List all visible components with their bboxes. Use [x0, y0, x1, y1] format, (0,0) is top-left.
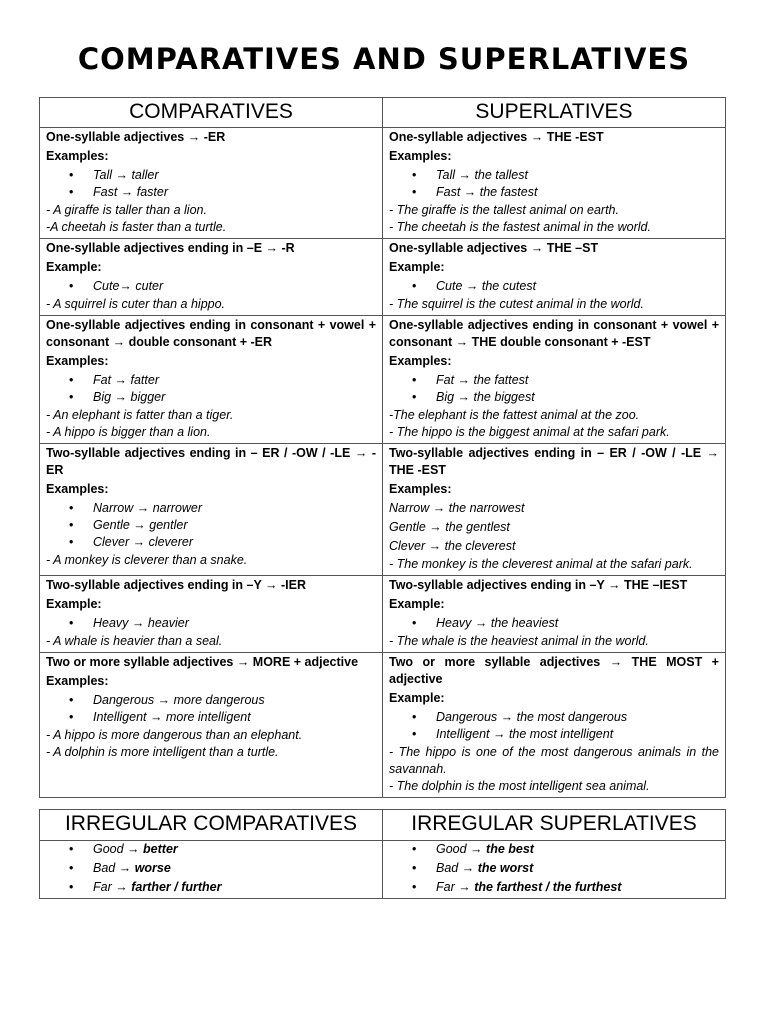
list-item: • Heavy → the heaviest [389, 615, 719, 632]
list-item: • Dangerous → more dangerous [46, 692, 376, 709]
superlative-cell [383, 128, 726, 239]
example-sentence: -A cheetah is faster than a turtle. [46, 220, 227, 234]
comparative-cell [40, 128, 383, 239]
rule-text: One-syllable adjectives ending in consonant + vowel + consonant → THE double consonant + -EST [389, 318, 719, 349]
table-row [40, 444, 726, 576]
example-sentence: - The squirrel is the cutest animal in the world. [389, 297, 644, 311]
superlative-cell [383, 316, 726, 444]
list-item: • Fast → the fastest [389, 184, 719, 201]
table-row [40, 316, 726, 444]
rule-text: One-syllable adjectives → THE -EST [389, 130, 604, 144]
irregular-comparatives-cell [40, 841, 383, 899]
comparative-cell [40, 576, 383, 653]
example-line: Gentle → the gentlest [389, 520, 510, 534]
list-item: • Fast → faster [46, 184, 376, 201]
example-sentence: - A squirrel is cuter than a hippo. [46, 297, 226, 311]
examples-label: Examples: [46, 354, 109, 368]
header-irregular-superlatives: IRREGULAR SUPERLATIVES [383, 810, 726, 841]
list-item: • Dangerous → the most dangerous [389, 709, 719, 726]
example-sentence: - A monkey is cleverer than a snake. [46, 553, 248, 567]
rule-text: Two-syllable adjectives ending in – ER / -OW / -LE → THE -EST [389, 446, 719, 477]
rule-text: Two or more syllable adjectives → THE MOST + adjective [389, 655, 719, 686]
examples-label: Example: [46, 597, 102, 611]
example-sentence: - A giraffe is taller than a lion. [46, 203, 207, 217]
example-sentence: -The elephant is the fattest animal at the zoo. [389, 408, 640, 422]
list-item: • Narrow → narrower [46, 500, 376, 517]
list-item: • Cute → the cutest [389, 278, 719, 295]
examples-label: Examples: [389, 482, 452, 496]
rule-text: Two-syllable adjectives ending in –Y → -IER [46, 578, 307, 592]
list-item: • Good → better [46, 841, 376, 858]
page-title: COMPARATIVES AND SUPERLATIVES [77, 42, 691, 76]
rule-text: Two or more syllable adjectives → MORE + adjective [46, 655, 359, 669]
example-sentence: - The giraffe is the tallest animal on earth. [389, 203, 619, 217]
superlative-cell [383, 239, 726, 316]
header-irregular-comparatives: IRREGULAR COMPARATIVES [40, 810, 383, 841]
superlative-cell [383, 653, 726, 798]
irregular-row [40, 841, 726, 899]
rule-text: One-syllable adjectives → -ER [46, 130, 226, 144]
header-superlatives: SUPERLATIVES [383, 98, 726, 128]
irregular-table [39, 809, 726, 899]
list-item: • Bad → worse [46, 860, 376, 877]
list-item: • Clever → cleverer [46, 534, 376, 551]
comparative-cell [40, 316, 383, 444]
rule-text: One-syllable adjectives ending in –E → -R [46, 241, 295, 255]
table-row [40, 239, 726, 316]
header-comparatives: COMPARATIVES [40, 98, 383, 128]
table-row [40, 128, 726, 239]
list-item: • Big → bigger [46, 389, 376, 406]
example-sentence: - The monkey is the cleverest animal at the safari park. [389, 557, 693, 571]
comparative-cell [40, 653, 383, 798]
example-sentence: - The hippo is the biggest animal at the safari park. [389, 425, 670, 439]
list-item: • Fat → fatter [46, 372, 376, 389]
examples-label: Examples: [389, 149, 452, 163]
examples-label: Examples: [389, 354, 452, 368]
list-item: • Good → the best [389, 841, 719, 858]
example-sentence: - The whale is the heaviest animal in the world. [389, 634, 649, 648]
example-line: Narrow → the narrowest [389, 501, 525, 515]
superlative-cell [383, 444, 726, 576]
examples-label: Example: [389, 597, 445, 611]
rule-text: Two-syllable adjectives ending in –Y → THE –IEST [389, 578, 688, 592]
comparative-cell [40, 239, 383, 316]
rule-text: One-syllable adjectives → THE –ST [389, 241, 599, 255]
comparative-cell [40, 444, 383, 576]
irregular-header-row [40, 810, 726, 841]
rule-text: Two-syllable adjectives ending in – ER / -OW / -LE → -ER [46, 446, 376, 477]
examples-label: Examples: [46, 674, 109, 688]
table-row [40, 653, 726, 798]
list-item: • Heavy → heavier [46, 615, 376, 632]
example-sentence: - The hippo is one of the most dangerous animals in the savannah. [389, 745, 719, 776]
list-item: • Big → the biggest [389, 389, 719, 406]
irregular-superlatives-cell [383, 841, 726, 899]
rule-text: One-syllable adjectives ending in consonant + vowel + consonant → double consonant + -ER [46, 318, 376, 349]
table-row [40, 576, 726, 653]
example-sentence: - A hippo is more dangerous than an elephant. [46, 728, 303, 742]
list-item: • Fat → the fattest [389, 372, 719, 389]
superlative-cell [383, 576, 726, 653]
list-item: • Gentle → gentler [46, 517, 376, 534]
list-item: • Cute→ cuter [46, 278, 376, 295]
list-item: • Far → farther / further [46, 879, 376, 896]
list-item: • Intelligent → more intelligent [46, 709, 376, 726]
examples-label: Example: [389, 691, 445, 705]
example-sentence: - A hippo is bigger than a lion. [46, 425, 211, 439]
list-item: • Tall → the tallest [389, 167, 719, 184]
examples-label: Examples: [46, 482, 109, 496]
examples-label: Example: [46, 260, 102, 274]
list-item: • Far → the farthest / the furthest [389, 879, 719, 896]
example-sentence: - An elephant is fatter than a tiger. [46, 408, 234, 422]
main-table [39, 97, 726, 798]
header-row [40, 98, 726, 128]
list-item: • Tall → taller [46, 167, 376, 184]
example-sentence: - A whale is heavier than a seal. [46, 634, 223, 648]
example-line: Clever → the cleverest [389, 539, 516, 553]
example-sentence: - The cheetah is the fastest animal in the world. [389, 220, 651, 234]
examples-label: Example: [389, 260, 445, 274]
list-item: • Bad → the worst [389, 860, 719, 877]
list-item: • Intelligent → the most intelligent [389, 726, 719, 743]
examples-label: Examples: [46, 149, 109, 163]
example-sentence: - A dolphin is more intelligent than a turtle. [46, 745, 279, 759]
example-sentence: - The dolphin is the most intelligent sea animal. [389, 779, 650, 793]
